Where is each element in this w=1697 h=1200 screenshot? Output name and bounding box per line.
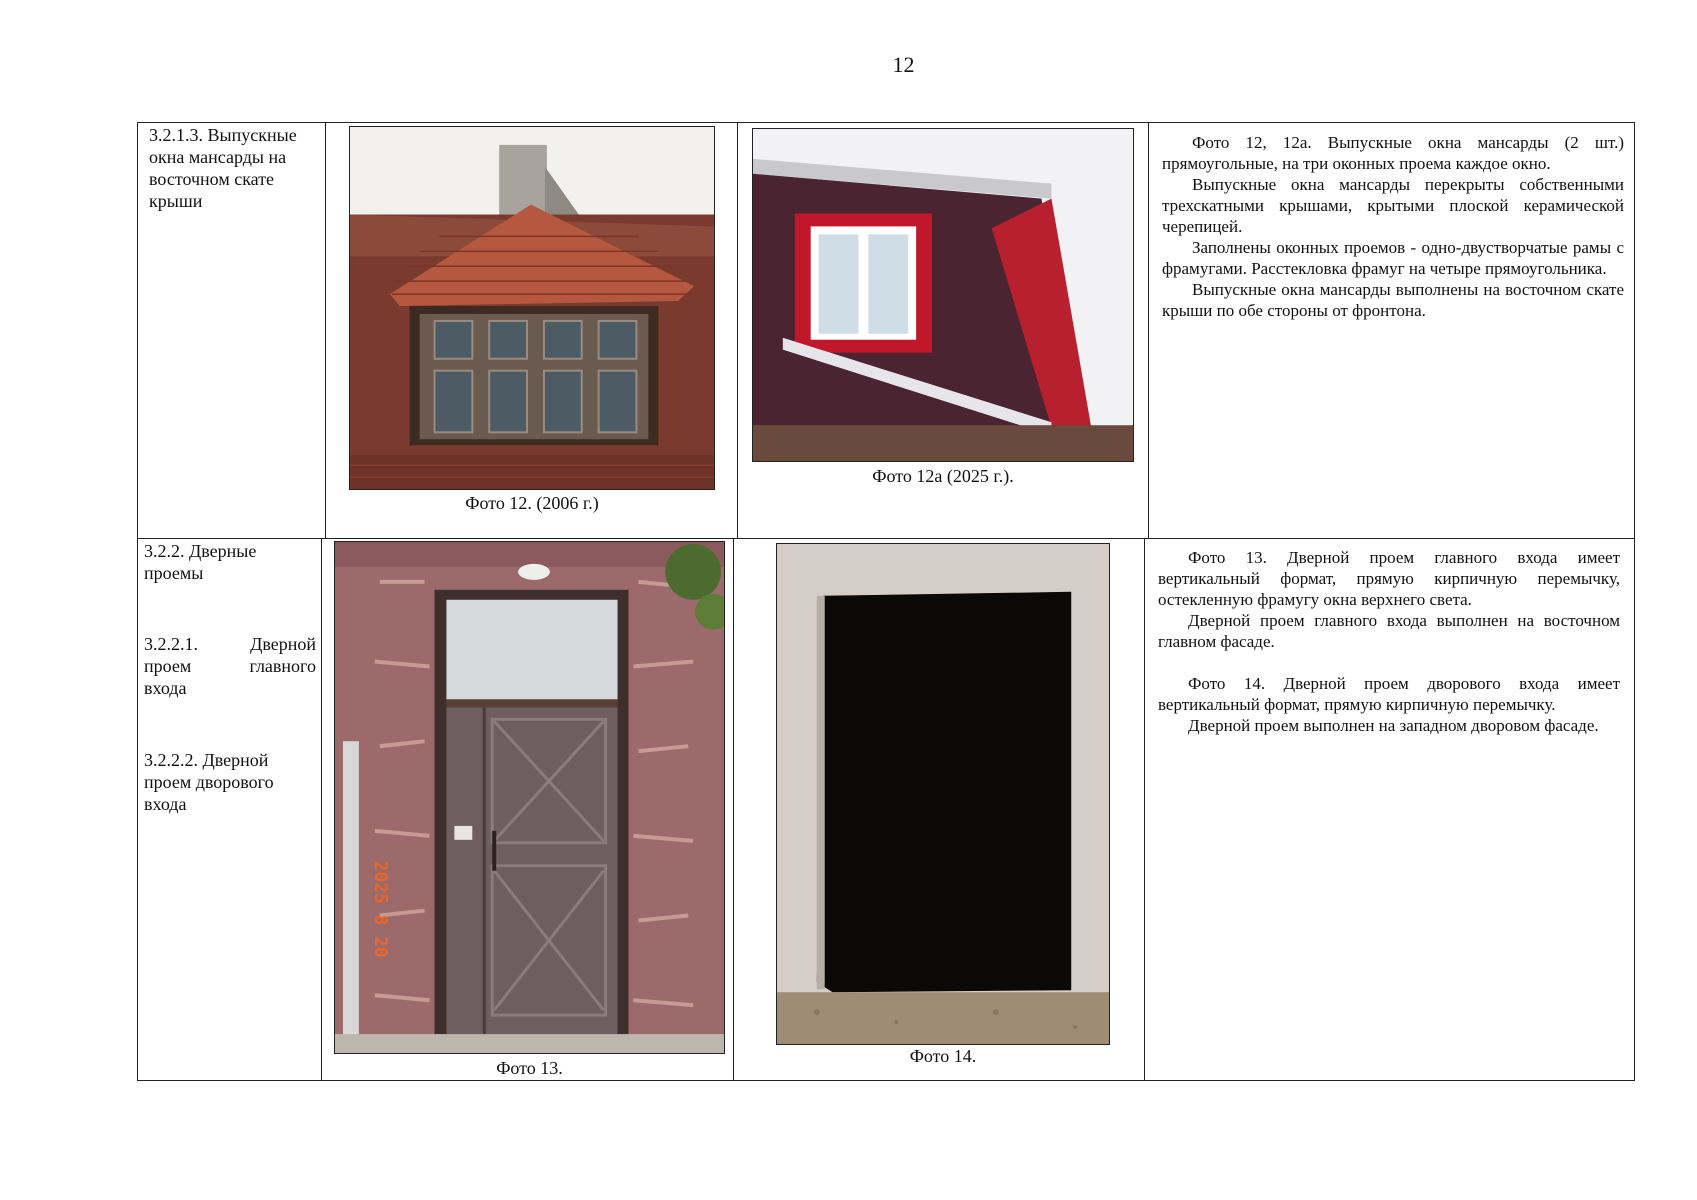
label-line: 3.2.1.3. Выпускные	[149, 125, 297, 145]
label-line: входа	[144, 678, 187, 698]
page-number: 12	[892, 52, 915, 77]
photo-13-main-entrance-door	[334, 541, 725, 1054]
label-line: проем дворового	[144, 772, 274, 792]
column-divider	[1148, 122, 1149, 538]
photo-12-caption: Фото 12. (2006 г.)	[465, 493, 599, 513]
label-line: 3.2.2.1. Дверной	[144, 634, 316, 654]
column-divider	[325, 122, 326, 538]
label-line: окна мансарды на	[149, 147, 287, 167]
row-label-main-entrance	[144, 633, 316, 699]
description-paragraph: Дверной проем главного входа выполнен на восточном главном фасаде.	[1158, 611, 1620, 651]
column-divider	[321, 538, 322, 1081]
label-line: крыши	[149, 191, 203, 211]
column-divider	[737, 122, 738, 538]
label-line: 3.2.2. Дверные	[144, 541, 257, 561]
photo-14-caption: Фото 14.	[909, 1046, 977, 1066]
description-paragraph	[1158, 652, 1620, 673]
description-paragraph: Выпускные окна мансарды перекрыты собственными трехскатными крышами, крытыми плоской керамической черепицей.	[1162, 175, 1624, 236]
column-divider	[1144, 538, 1145, 1081]
photo-12-dormer-window	[349, 126, 715, 490]
row-divider	[137, 538, 1635, 539]
photo-14-yard-entrance-door	[776, 543, 1110, 1045]
description-paragraph: Фото 13. Дверной проем главного входа имеет вертикальный формат, прямую кирпичную перемычку, остекленную фрамугу окна верхнего света.	[1158, 548, 1620, 609]
description-paragraph: Фото 14. Дверной проем дворового входа имеет вертикальный формат, прямую кирпичную перемычку.	[1158, 674, 1620, 714]
row-label-yard-entrance	[144, 749, 316, 815]
label-line: входа	[144, 794, 187, 814]
label-line: проемы	[144, 563, 204, 583]
photo-13-date-stamp: 2025 8 20	[369, 860, 391, 958]
description-paragraph: Заполнены оконных проемов - одно-двустворчатые рамы с фрамугами. Расстекловка фрамуг на четыре прямоугольника.	[1162, 238, 1624, 278]
row-label-dormer-windows	[149, 124, 321, 212]
photo-13-caption: Фото 13.	[496, 1058, 563, 1078]
description-dormer-windows	[1162, 132, 1624, 321]
label-line: проем главного	[144, 656, 316, 676]
description-paragraph: Выпускные окна мансарды выполнены на восточном скате крыши по обе стороны от фронтона.	[1162, 280, 1624, 320]
description-paragraph: Дверной проем выполнен на западном дворовом фасаде.	[1188, 716, 1599, 735]
row-label-doorways	[144, 540, 316, 584]
photo-12a-caption: Фото 12а (2025 г.).	[872, 466, 1014, 486]
photo-12a-dormer-window	[752, 128, 1134, 462]
description-paragraph: Фото 12, 12а. Выпускные окна мансарды (2 шт.) прямоугольные, на три оконных проема каждое окно.	[1162, 133, 1624, 173]
column-divider	[733, 538, 734, 1081]
description-doorways	[1158, 547, 1620, 736]
label-line: 3.2.2.2. Дверной	[144, 750, 269, 770]
label-line: восточном скате	[149, 169, 275, 189]
